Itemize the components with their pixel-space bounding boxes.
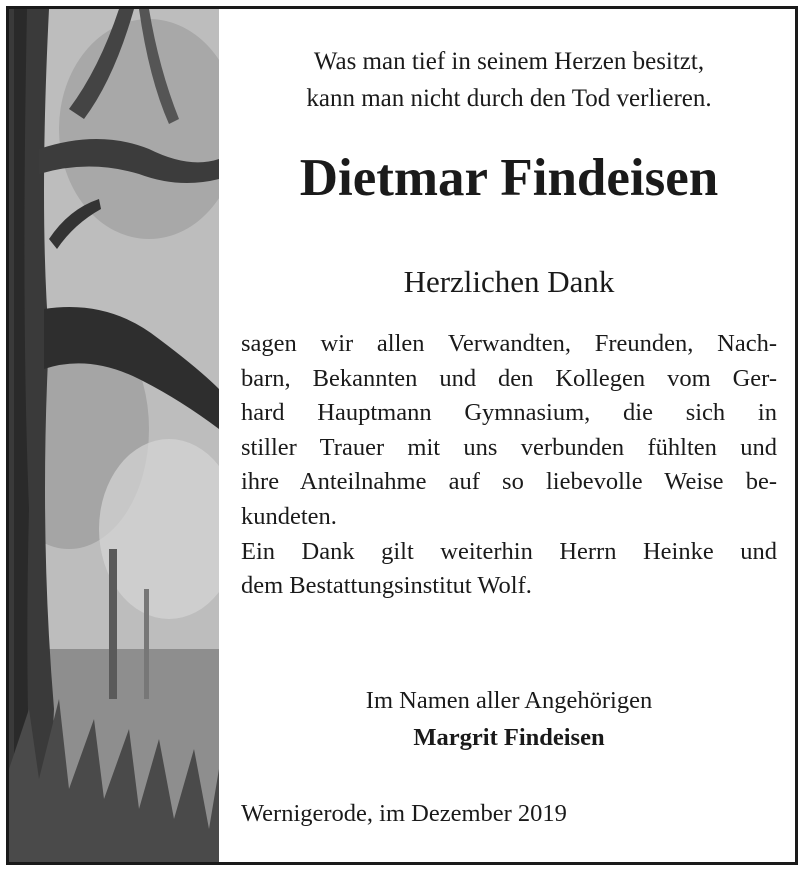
body-line: stiller Trauer mit uns verbunden fühlten und [241,433,777,461]
tree-photo-icon [9,9,219,862]
motto-line-1: Was man tief in seinem Herzen besitzt, [313,48,705,75]
thanks-body [241,327,777,604]
body-line: barn, Bekannten und den Kollegen vom Ger- [241,364,777,392]
tree-photo-image [9,9,219,862]
body-line: Ein Dank gilt weiterhin Herrn Heinke und [241,537,777,565]
body-line: ihre Anteilnahme auf so liebevolle Weise be- [241,468,777,496]
body-line: hard Hauptmann Gymnasium, die sich in [241,399,777,427]
deceased-name: Dietmar Findeisen [299,149,719,207]
body-line: dem Bestattungsinstitut Wolf. [241,572,532,600]
place-date: Wernigerode, im Dezember 2019 [241,800,567,827]
signer-name: Margrit Findeisen [413,724,605,751]
closing-block [241,682,777,756]
closing-line: Im Namen aller Angehörigen [365,687,653,714]
motto-quote [241,43,777,117]
thanks-heading: Herzlichen Dank [403,264,615,299]
body-line: sagen wir allen Verwandten, Freunden, Nach- [241,330,777,357]
body-line: kundeten. [241,502,337,530]
obituary-notice [6,6,798,865]
motto-line-2: kann man nicht durch den Tod verlieren. [306,85,712,112]
